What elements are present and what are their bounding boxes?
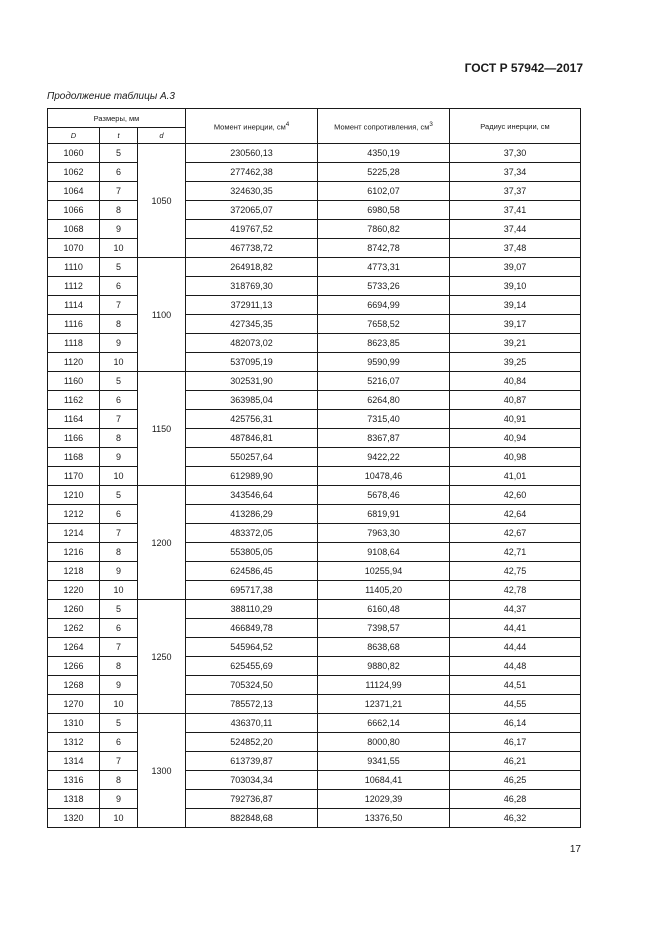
cell-moment-of-inertia: 703034,34 [186,771,318,790]
cell-moment-of-inertia: 372911,13 [186,296,318,315]
cell-moment-of-inertia: 487846,81 [186,429,318,448]
cell-inner-diameter: 1050 [138,144,186,258]
cell-section-modulus: 10255,94 [318,562,450,581]
table-row [48,676,581,695]
cell-radius-of-gyration: 37,41 [450,201,581,220]
cell-moment-of-inertia: 785572,13 [186,695,318,714]
cell-section-modulus: 6819,91 [318,505,450,524]
cell-moment-of-inertia: 427345,35 [186,315,318,334]
table-row [48,429,581,448]
cell-outer-diameter: 1270 [48,695,100,714]
table-row [48,733,581,752]
cell-wall-thickness: 9 [100,220,138,239]
cell-outer-diameter: 1216 [48,543,100,562]
cell-radius-of-gyration: 42,75 [450,562,581,581]
cell-wall-thickness: 7 [100,638,138,657]
cell-outer-diameter: 1112 [48,277,100,296]
cell-radius-of-gyration: 37,44 [450,220,581,239]
cell-section-modulus: 9422,22 [318,448,450,467]
table-row [48,334,581,353]
cell-wall-thickness: 10 [100,809,138,828]
cell-section-modulus: 12029,39 [318,790,450,809]
cell-wall-thickness: 8 [100,543,138,562]
cell-wall-thickness: 9 [100,676,138,695]
table-row [48,239,581,258]
cell-section-modulus: 5678,46 [318,486,450,505]
header-d: d [138,128,186,144]
cell-moment-of-inertia: 483372,05 [186,524,318,543]
cell-section-modulus: 6980,58 [318,201,450,220]
cell-outer-diameter: 1268 [48,676,100,695]
cell-wall-thickness: 9 [100,790,138,809]
cell-radius-of-gyration: 42,71 [450,543,581,562]
table-row [48,543,581,562]
cell-wall-thickness: 6 [100,163,138,182]
cell-inner-diameter: 1100 [138,258,186,372]
page-number: 17 [569,844,581,855]
cell-wall-thickness: 8 [100,429,138,448]
table-row [48,638,581,657]
header-dimensions: Размеры, мм [48,109,186,128]
cell-radius-of-gyration: 46,17 [450,733,581,752]
cell-radius-of-gyration: 39,17 [450,315,581,334]
cell-section-modulus: 8000,80 [318,733,450,752]
header-radius: Радиус инерции, см [450,109,581,144]
table-row [48,258,581,277]
table-row [48,657,581,676]
table-row [48,695,581,714]
table-row [48,448,581,467]
table-row [48,562,581,581]
cell-section-modulus: 4773,31 [318,258,450,277]
cell-section-modulus: 10684,41 [318,771,450,790]
cell-outer-diameter: 1110 [48,258,100,277]
cell-wall-thickness: 9 [100,334,138,353]
cell-radius-of-gyration: 42,67 [450,524,581,543]
cell-moment-of-inertia: 467738,72 [186,239,318,258]
cell-moment-of-inertia: 537095,19 [186,353,318,372]
cell-wall-thickness: 7 [100,296,138,315]
cell-wall-thickness: 5 [100,258,138,277]
cell-radius-of-gyration: 46,28 [450,790,581,809]
cell-section-modulus: 9590,99 [318,353,450,372]
cell-moment-of-inertia: 482073,02 [186,334,318,353]
cell-radius-of-gyration: 40,94 [450,429,581,448]
table-row [48,581,581,600]
cell-moment-of-inertia: 624586,45 [186,562,318,581]
cell-wall-thickness: 6 [100,619,138,638]
cell-section-modulus: 6264,80 [318,391,450,410]
table-row [48,391,581,410]
cell-outer-diameter: 1264 [48,638,100,657]
cell-outer-diameter: 1160 [48,372,100,391]
cell-inner-diameter: 1150 [138,372,186,486]
cell-section-modulus: 7658,52 [318,315,450,334]
cell-moment-of-inertia: 388110,29 [186,600,318,619]
cell-moment-of-inertia: 277462,38 [186,163,318,182]
header-resistance-text: Момент сопротивления, см [334,122,430,132]
cell-radius-of-gyration: 40,84 [450,372,581,391]
cell-wall-thickness: 7 [100,182,138,201]
cell-outer-diameter: 1318 [48,790,100,809]
cell-outer-diameter: 1120 [48,353,100,372]
cell-wall-thickness: 10 [100,353,138,372]
standard-designation: ГОСТ Р 57942—2017 [464,61,583,75]
table-row [48,600,581,619]
cell-outer-diameter: 1262 [48,619,100,638]
table-row [48,315,581,334]
cell-radius-of-gyration: 37,48 [450,239,581,258]
cell-section-modulus: 7963,30 [318,524,450,543]
cell-moment-of-inertia: 264918,82 [186,258,318,277]
cell-wall-thickness: 5 [100,486,138,505]
cell-wall-thickness: 6 [100,277,138,296]
cell-section-modulus: 9341,55 [318,752,450,771]
cell-wall-thickness: 8 [100,771,138,790]
cell-radius-of-gyration: 44,41 [450,619,581,638]
cell-outer-diameter: 1162 [48,391,100,410]
cell-wall-thickness: 5 [100,714,138,733]
cell-outer-diameter: 1116 [48,315,100,334]
cell-section-modulus: 6694,99 [318,296,450,315]
table-row [48,410,581,429]
cell-moment-of-inertia: 324630,35 [186,182,318,201]
header-D: D [48,128,100,144]
cell-section-modulus: 6662,14 [318,714,450,733]
table-row [48,296,581,315]
cell-moment-of-inertia: 425756,31 [186,410,318,429]
cell-inner-diameter: 1200 [138,486,186,600]
cell-radius-of-gyration: 41,01 [450,467,581,486]
cell-wall-thickness: 7 [100,524,138,543]
cell-wall-thickness: 7 [100,752,138,771]
cell-outer-diameter: 1062 [48,163,100,182]
cell-outer-diameter: 1070 [48,239,100,258]
cell-moment-of-inertia: 413286,29 [186,505,318,524]
cell-section-modulus: 7398,57 [318,619,450,638]
header-t: t [100,128,138,144]
cell-moment-of-inertia: 230560,13 [186,144,318,163]
cell-radius-of-gyration: 46,32 [450,809,581,828]
cell-radius-of-gyration: 40,87 [450,391,581,410]
cell-wall-thickness: 9 [100,562,138,581]
cell-inner-diameter: 1300 [138,714,186,828]
cell-moment-of-inertia: 466849,78 [186,619,318,638]
cell-wall-thickness: 7 [100,410,138,429]
cell-moment-of-inertia: 792736,87 [186,790,318,809]
cell-radius-of-gyration: 39,07 [450,258,581,277]
cell-radius-of-gyration: 42,78 [450,581,581,600]
cell-radius-of-gyration: 46,14 [450,714,581,733]
cell-radius-of-gyration: 44,51 [450,676,581,695]
cell-moment-of-inertia: 545964,52 [186,638,318,657]
cell-section-modulus: 11124,99 [318,676,450,695]
cell-wall-thickness: 5 [100,600,138,619]
cell-radius-of-gyration: 42,60 [450,486,581,505]
cell-section-modulus: 12371,21 [318,695,450,714]
cell-wall-thickness: 8 [100,201,138,220]
table-row [48,467,581,486]
cell-wall-thickness: 9 [100,448,138,467]
cell-moment-of-inertia: 302531,90 [186,372,318,391]
cell-outer-diameter: 1266 [48,657,100,676]
cell-wall-thickness: 8 [100,315,138,334]
cell-outer-diameter: 1314 [48,752,100,771]
cell-radius-of-gyration: 46,25 [450,771,581,790]
cell-outer-diameter: 1164 [48,410,100,429]
cell-outer-diameter: 1312 [48,733,100,752]
table-row [48,790,581,809]
cell-section-modulus: 9108,64 [318,543,450,562]
cell-outer-diameter: 1218 [48,562,100,581]
cell-radius-of-gyration: 37,30 [450,144,581,163]
cell-moment-of-inertia: 695717,38 [186,581,318,600]
cell-wall-thickness: 6 [100,733,138,752]
header-resistance [318,109,450,144]
cell-outer-diameter: 1212 [48,505,100,524]
cell-radius-of-gyration: 37,37 [450,182,581,201]
properties-table [47,108,581,828]
cell-moment-of-inertia: 419767,52 [186,220,318,239]
header-inertia [186,109,318,144]
cell-wall-thickness: 6 [100,391,138,410]
cell-outer-diameter: 1060 [48,144,100,163]
table-row [48,182,581,201]
table-row [48,619,581,638]
header-inertia-exp: 4 [285,120,290,128]
cell-moment-of-inertia: 318769,30 [186,277,318,296]
table-row [48,752,581,771]
cell-section-modulus: 10478,46 [318,467,450,486]
cell-radius-of-gyration: 40,98 [450,448,581,467]
table-row [48,372,581,391]
cell-section-modulus: 6102,07 [318,182,450,201]
cell-moment-of-inertia: 612989,90 [186,467,318,486]
cell-outer-diameter: 1310 [48,714,100,733]
cell-inner-diameter: 1250 [138,600,186,714]
cell-outer-diameter: 1168 [48,448,100,467]
cell-outer-diameter: 1320 [48,809,100,828]
cell-section-modulus: 8623,85 [318,334,450,353]
cell-radius-of-gyration: 46,21 [450,752,581,771]
table-row [48,277,581,296]
cell-moment-of-inertia: 524852,20 [186,733,318,752]
cell-moment-of-inertia: 553805,05 [186,543,318,562]
cell-radius-of-gyration: 39,25 [450,353,581,372]
table-caption: Продолжение таблицы А.3 [47,91,175,102]
cell-section-modulus: 6160,48 [318,600,450,619]
cell-section-modulus: 7315,40 [318,410,450,429]
cell-outer-diameter: 1214 [48,524,100,543]
header-inertia-text: Момент инерции, см [213,122,286,132]
cell-outer-diameter: 1064 [48,182,100,201]
cell-section-modulus: 5733,26 [318,277,450,296]
cell-section-modulus: 11405,20 [318,581,450,600]
cell-section-modulus: 8638,68 [318,638,450,657]
cell-moment-of-inertia: 882848,68 [186,809,318,828]
table-row [48,201,581,220]
cell-wall-thickness: 5 [100,144,138,163]
table-row [48,524,581,543]
cell-moment-of-inertia: 613739,87 [186,752,318,771]
header-resistance-exp: 3 [429,120,433,128]
table-row [48,163,581,182]
cell-outer-diameter: 1066 [48,201,100,220]
cell-radius-of-gyration: 37,34 [450,163,581,182]
cell-moment-of-inertia: 343546,64 [186,486,318,505]
table-row [48,486,581,505]
table-row [48,505,581,524]
cell-radius-of-gyration: 39,10 [450,277,581,296]
cell-section-modulus: 5225,28 [318,163,450,182]
table-row [48,714,581,733]
cell-moment-of-inertia: 372065,07 [186,201,318,220]
cell-wall-thickness: 10 [100,695,138,714]
cell-moment-of-inertia: 625455,69 [186,657,318,676]
cell-outer-diameter: 1114 [48,296,100,315]
cell-radius-of-gyration: 44,48 [450,657,581,676]
cell-outer-diameter: 1316 [48,771,100,790]
cell-outer-diameter: 1260 [48,600,100,619]
table-row [48,771,581,790]
cell-moment-of-inertia: 705324,50 [186,676,318,695]
cell-moment-of-inertia: 436370,11 [186,714,318,733]
cell-wall-thickness: 10 [100,239,138,258]
cell-section-modulus: 8742,78 [318,239,450,258]
cell-wall-thickness: 10 [100,581,138,600]
cell-wall-thickness: 8 [100,657,138,676]
table-row [48,809,581,828]
cell-outer-diameter: 1166 [48,429,100,448]
cell-section-modulus: 13376,50 [318,809,450,828]
cell-section-modulus: 9880,82 [318,657,450,676]
cell-outer-diameter: 1170 [48,467,100,486]
cell-moment-of-inertia: 363985,04 [186,391,318,410]
cell-radius-of-gyration: 44,37 [450,600,581,619]
cell-radius-of-gyration: 39,21 [450,334,581,353]
cell-section-modulus: 8367,87 [318,429,450,448]
table-row [48,144,581,163]
cell-wall-thickness: 5 [100,372,138,391]
cell-wall-thickness: 10 [100,467,138,486]
cell-radius-of-gyration: 39,14 [450,296,581,315]
cell-outer-diameter: 1220 [48,581,100,600]
cell-radius-of-gyration: 44,55 [450,695,581,714]
cell-section-modulus: 5216,07 [318,372,450,391]
cell-outer-diameter: 1118 [48,334,100,353]
cell-section-modulus: 7860,82 [318,220,450,239]
table-body [48,144,581,828]
cell-outer-diameter: 1068 [48,220,100,239]
cell-moment-of-inertia: 550257,64 [186,448,318,467]
cell-outer-diameter: 1210 [48,486,100,505]
table-row [48,353,581,372]
cell-radius-of-gyration: 40,91 [450,410,581,429]
table-row [48,220,581,239]
cell-radius-of-gyration: 44,44 [450,638,581,657]
cell-wall-thickness: 6 [100,505,138,524]
cell-radius-of-gyration: 42,64 [450,505,581,524]
cell-section-modulus: 4350,19 [318,144,450,163]
